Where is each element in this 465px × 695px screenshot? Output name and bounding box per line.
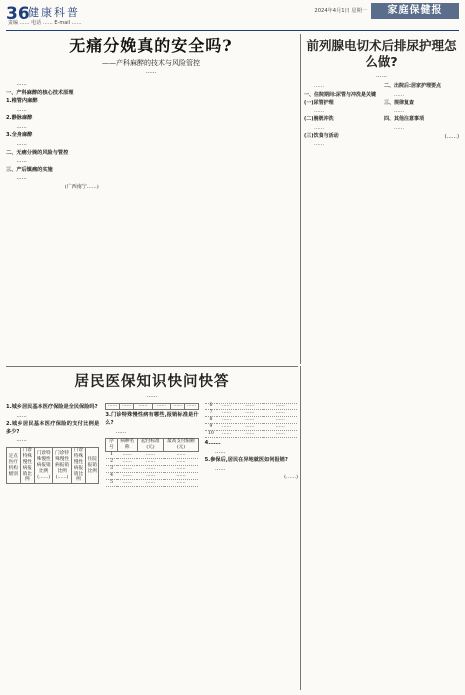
- table-cell: 5: [106, 479, 118, 486]
- table-row: [106, 465, 198, 472]
- paragraph: ……: [215, 465, 226, 472]
- table-cell: ……: [236, 410, 263, 417]
- article-title: 居民医保知识快问快答: [74, 373, 230, 390]
- question: 3.门诊特殊慢性病有哪些,报销标准是什么?: [105, 412, 199, 426]
- article-author: ……: [146, 393, 158, 400]
- table-row: [106, 472, 198, 479]
- table-cell: ……: [137, 465, 164, 472]
- paragraph: ……: [394, 124, 404, 131]
- question: 1.城乡居民基本医疗保险是全民保险吗?: [6, 403, 98, 410]
- article-bottom: [6, 369, 298, 691]
- table-cell: ……: [164, 458, 198, 465]
- table-cell: ……: [117, 479, 137, 486]
- subheading: 2.静脉麻醉: [6, 115, 33, 122]
- subheading: 1.椎管内麻醉: [6, 98, 38, 105]
- article-title: 无痛分娩真的安全吗?: [69, 36, 233, 55]
- subheading: 3.全身麻醉: [6, 132, 33, 139]
- paragraph: ……: [115, 428, 127, 435]
- subheading: 四、其他注意事项: [384, 116, 425, 123]
- table-cell: ……: [217, 403, 237, 410]
- table-cell: ……: [236, 403, 263, 410]
- paragraph: ……: [16, 175, 27, 182]
- header-rule: [6, 30, 459, 31]
- table-cell: ……: [217, 410, 237, 417]
- table-cell: ……: [137, 458, 164, 465]
- article-main: [6, 34, 296, 364]
- table-cell: ……: [137, 451, 164, 458]
- paragraph: ……: [314, 124, 324, 131]
- table-cell: ……: [164, 465, 198, 472]
- table-cell: ……: [217, 417, 237, 424]
- table-header: 门诊特殊慢性病报销比例(……): [53, 447, 71, 484]
- table-row: [205, 424, 297, 431]
- table-header: 门诊特殊慢性病报销比例: [71, 447, 85, 484]
- table-cell: ……: [137, 479, 164, 486]
- paragraph: ……: [314, 83, 324, 90]
- table-cell: 6: [205, 403, 217, 410]
- paragraph: ……: [394, 91, 404, 98]
- table-cell: 7: [205, 410, 217, 417]
- table-cell: ……: [185, 403, 198, 410]
- table-row: [106, 479, 198, 486]
- column-divider: [300, 34, 301, 364]
- table-cell: ……: [117, 472, 137, 479]
- table-cell: ……: [263, 424, 297, 431]
- table-cell: 2: [106, 458, 118, 465]
- question: 4.……: [204, 440, 221, 447]
- table-header: 病种名称: [117, 439, 137, 452]
- table-cell: ……: [106, 403, 120, 410]
- table-cell: ……: [236, 431, 263, 438]
- table-header: 住院报销比例: [86, 447, 99, 484]
- table-row: [106, 403, 198, 410]
- table-cell: ……: [137, 472, 164, 479]
- table-cell: 1: [106, 451, 118, 458]
- table-cell: ……: [117, 451, 137, 458]
- table-cell: ……: [217, 424, 237, 431]
- page-header: [6, 2, 459, 30]
- subheading: (一)尿管护理: [304, 99, 334, 106]
- article-subtitle: ——产科麻醉的技术与风险管控: [102, 59, 200, 68]
- table-cell: ……: [117, 458, 137, 465]
- table-cell: ……: [152, 403, 170, 410]
- article-body: [304, 83, 459, 148]
- subheading: (二)膀胱冲洗: [304, 116, 334, 123]
- article-title: 前列腺电切术后排尿护理怎么做?: [306, 38, 457, 70]
- paragraph: ……: [16, 437, 27, 444]
- paragraph: ……: [314, 108, 324, 115]
- table-cell: ……: [263, 417, 297, 424]
- paragraph: ……: [16, 106, 27, 113]
- column-divider: [300, 366, 301, 690]
- table-cell: ……: [263, 410, 297, 417]
- article-source: (广西南宁……): [64, 183, 99, 190]
- subheading: 一、住院期间:尿管与冲洗是关键: [304, 91, 377, 98]
- subheading: (三)饮食与活动: [304, 132, 339, 139]
- page-number: 36: [6, 4, 30, 24]
- table-cell: ……: [236, 424, 263, 431]
- table-row: [205, 417, 297, 424]
- subheading: 二、无痛分娩的风险与管控: [6, 149, 69, 156]
- question: 5.参保后,居民在异地就医如何报销?: [204, 457, 288, 464]
- article-body: [6, 403, 298, 486]
- table-cell: 8: [205, 417, 217, 424]
- paragraph: ……: [16, 412, 27, 419]
- table-row: [205, 410, 297, 417]
- article-body: [6, 81, 296, 364]
- table-cell: ……: [263, 431, 297, 438]
- paragraph: ……: [16, 141, 27, 148]
- paragraph: ……: [215, 448, 226, 455]
- article-source: (……): [284, 474, 298, 481]
- subheading: 三、规律复查: [384, 99, 415, 106]
- table-row: [205, 403, 297, 410]
- table-cell: ……: [164, 472, 198, 479]
- subheading: 三、产后镇痛的实施: [6, 166, 53, 173]
- table-cell: 4: [106, 472, 118, 479]
- table-cell: 9: [205, 424, 217, 431]
- section-name: 健康科普: [28, 6, 80, 19]
- article-right: [304, 34, 459, 688]
- table-header: 最高支付限额(元): [164, 439, 198, 452]
- table-cell: ……: [134, 403, 152, 410]
- table-cell: ……: [171, 403, 185, 410]
- issue-date: 2024年4月1日 星期一: [314, 8, 367, 14]
- table-cell: 3: [106, 465, 118, 472]
- masthead: 家庭保健报: [371, 3, 459, 19]
- paragraph: ……: [394, 108, 404, 115]
- article-source: (……): [444, 133, 459, 140]
- subheading: 二、出院后:居家护理要点: [384, 83, 442, 90]
- table-header: 起付标准(元): [137, 439, 164, 452]
- table-cell: ……: [119, 403, 133, 410]
- table-row: [205, 431, 297, 438]
- editor-info: 责编 …… 电话 …… E-mail ……: [8, 20, 82, 26]
- article-author: ……: [376, 72, 387, 79]
- table-header: 序号: [106, 439, 118, 452]
- paragraph: ……: [16, 123, 27, 130]
- question: 2.城乡居民基本医疗保险的支付比例是多少?: [6, 421, 100, 435]
- article-author: ……: [145, 69, 157, 76]
- table-header: 定点医疗机构级别: [7, 447, 21, 484]
- paragraph: ……: [16, 81, 27, 88]
- table-cell: 10: [205, 431, 217, 438]
- paragraph: ……: [16, 158, 27, 165]
- paragraph: ……: [314, 141, 324, 148]
- table-row: [106, 451, 198, 458]
- table-row: [106, 458, 198, 465]
- table-header: 门诊特殊慢性病报销比例(……): [34, 447, 52, 484]
- table-cell: ……: [164, 451, 198, 458]
- table-cell: ……: [117, 465, 137, 472]
- table-cell: ……: [164, 479, 198, 486]
- subheading: 一、产科麻醉的核心技术原理: [6, 89, 74, 96]
- table-cell: ……: [263, 403, 297, 410]
- section-divider: [6, 366, 298, 367]
- table-cell: ……: [217, 431, 237, 438]
- table-cell: ……: [236, 417, 263, 424]
- table-header: 门诊特殊慢性病报销比例: [20, 447, 34, 484]
